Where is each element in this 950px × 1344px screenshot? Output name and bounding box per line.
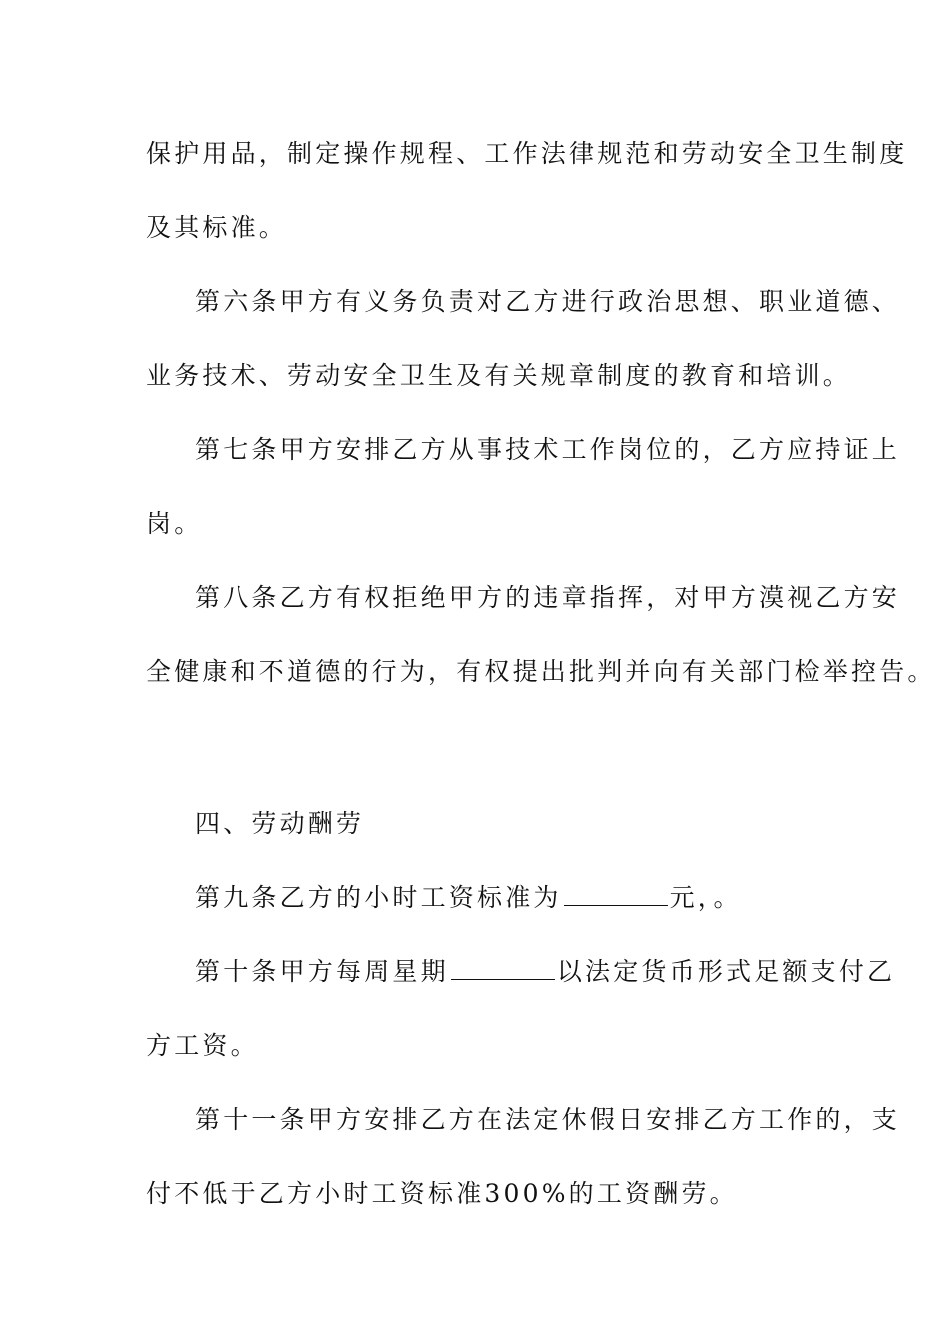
- article-7-line: 第七条甲方安排乙方从事技术工作岗位的，乙方应持证上: [195, 435, 901, 464]
- paragraph-line: 全健康和不道德的行为，有权提出批判并向有关部门检举控告。: [146, 657, 936, 686]
- paragraph-line: 及其标准。: [146, 213, 288, 242]
- article-8-line: 第八条乙方有权拒绝甲方的违章指挥，对甲方漠视乙方安: [195, 583, 901, 612]
- paragraph-line: 方工资。: [146, 1031, 259, 1060]
- article-9-text: 第九条乙方的小时工资标准为: [195, 883, 562, 912]
- article-9-text-end: 元，。: [669, 883, 742, 912]
- payday-blank: [451, 959, 555, 980]
- paragraph-line: 岗。: [146, 509, 203, 538]
- article-6-line: 第六条甲方有义务负责对乙方进行政治思想、职业道德、: [195, 287, 901, 316]
- article-11-line: 第十一条甲方安排乙方在法定休假日安排乙方工作的，支: [195, 1105, 901, 1134]
- article-9-line: [195, 882, 742, 914]
- paragraph-line: 保护用品，制定操作规程、工作法律规范和劳动安全卫生制度: [146, 139, 908, 168]
- section-heading: 四、劳动酬劳: [195, 809, 365, 838]
- paragraph-line: 业务技术、劳动安全卫生及有关规章制度的教育和培训。: [146, 361, 852, 390]
- article-10-text-end: 以法定货币形式足额支付乙: [556, 957, 896, 986]
- paragraph-line: 付不低于乙方小时工资标准300%的工资酬劳。: [146, 1179, 738, 1208]
- hourly-wage-blank: [564, 885, 668, 906]
- article-10-line: [195, 956, 895, 988]
- article-10-text: 第十条甲方每周星期: [195, 957, 449, 986]
